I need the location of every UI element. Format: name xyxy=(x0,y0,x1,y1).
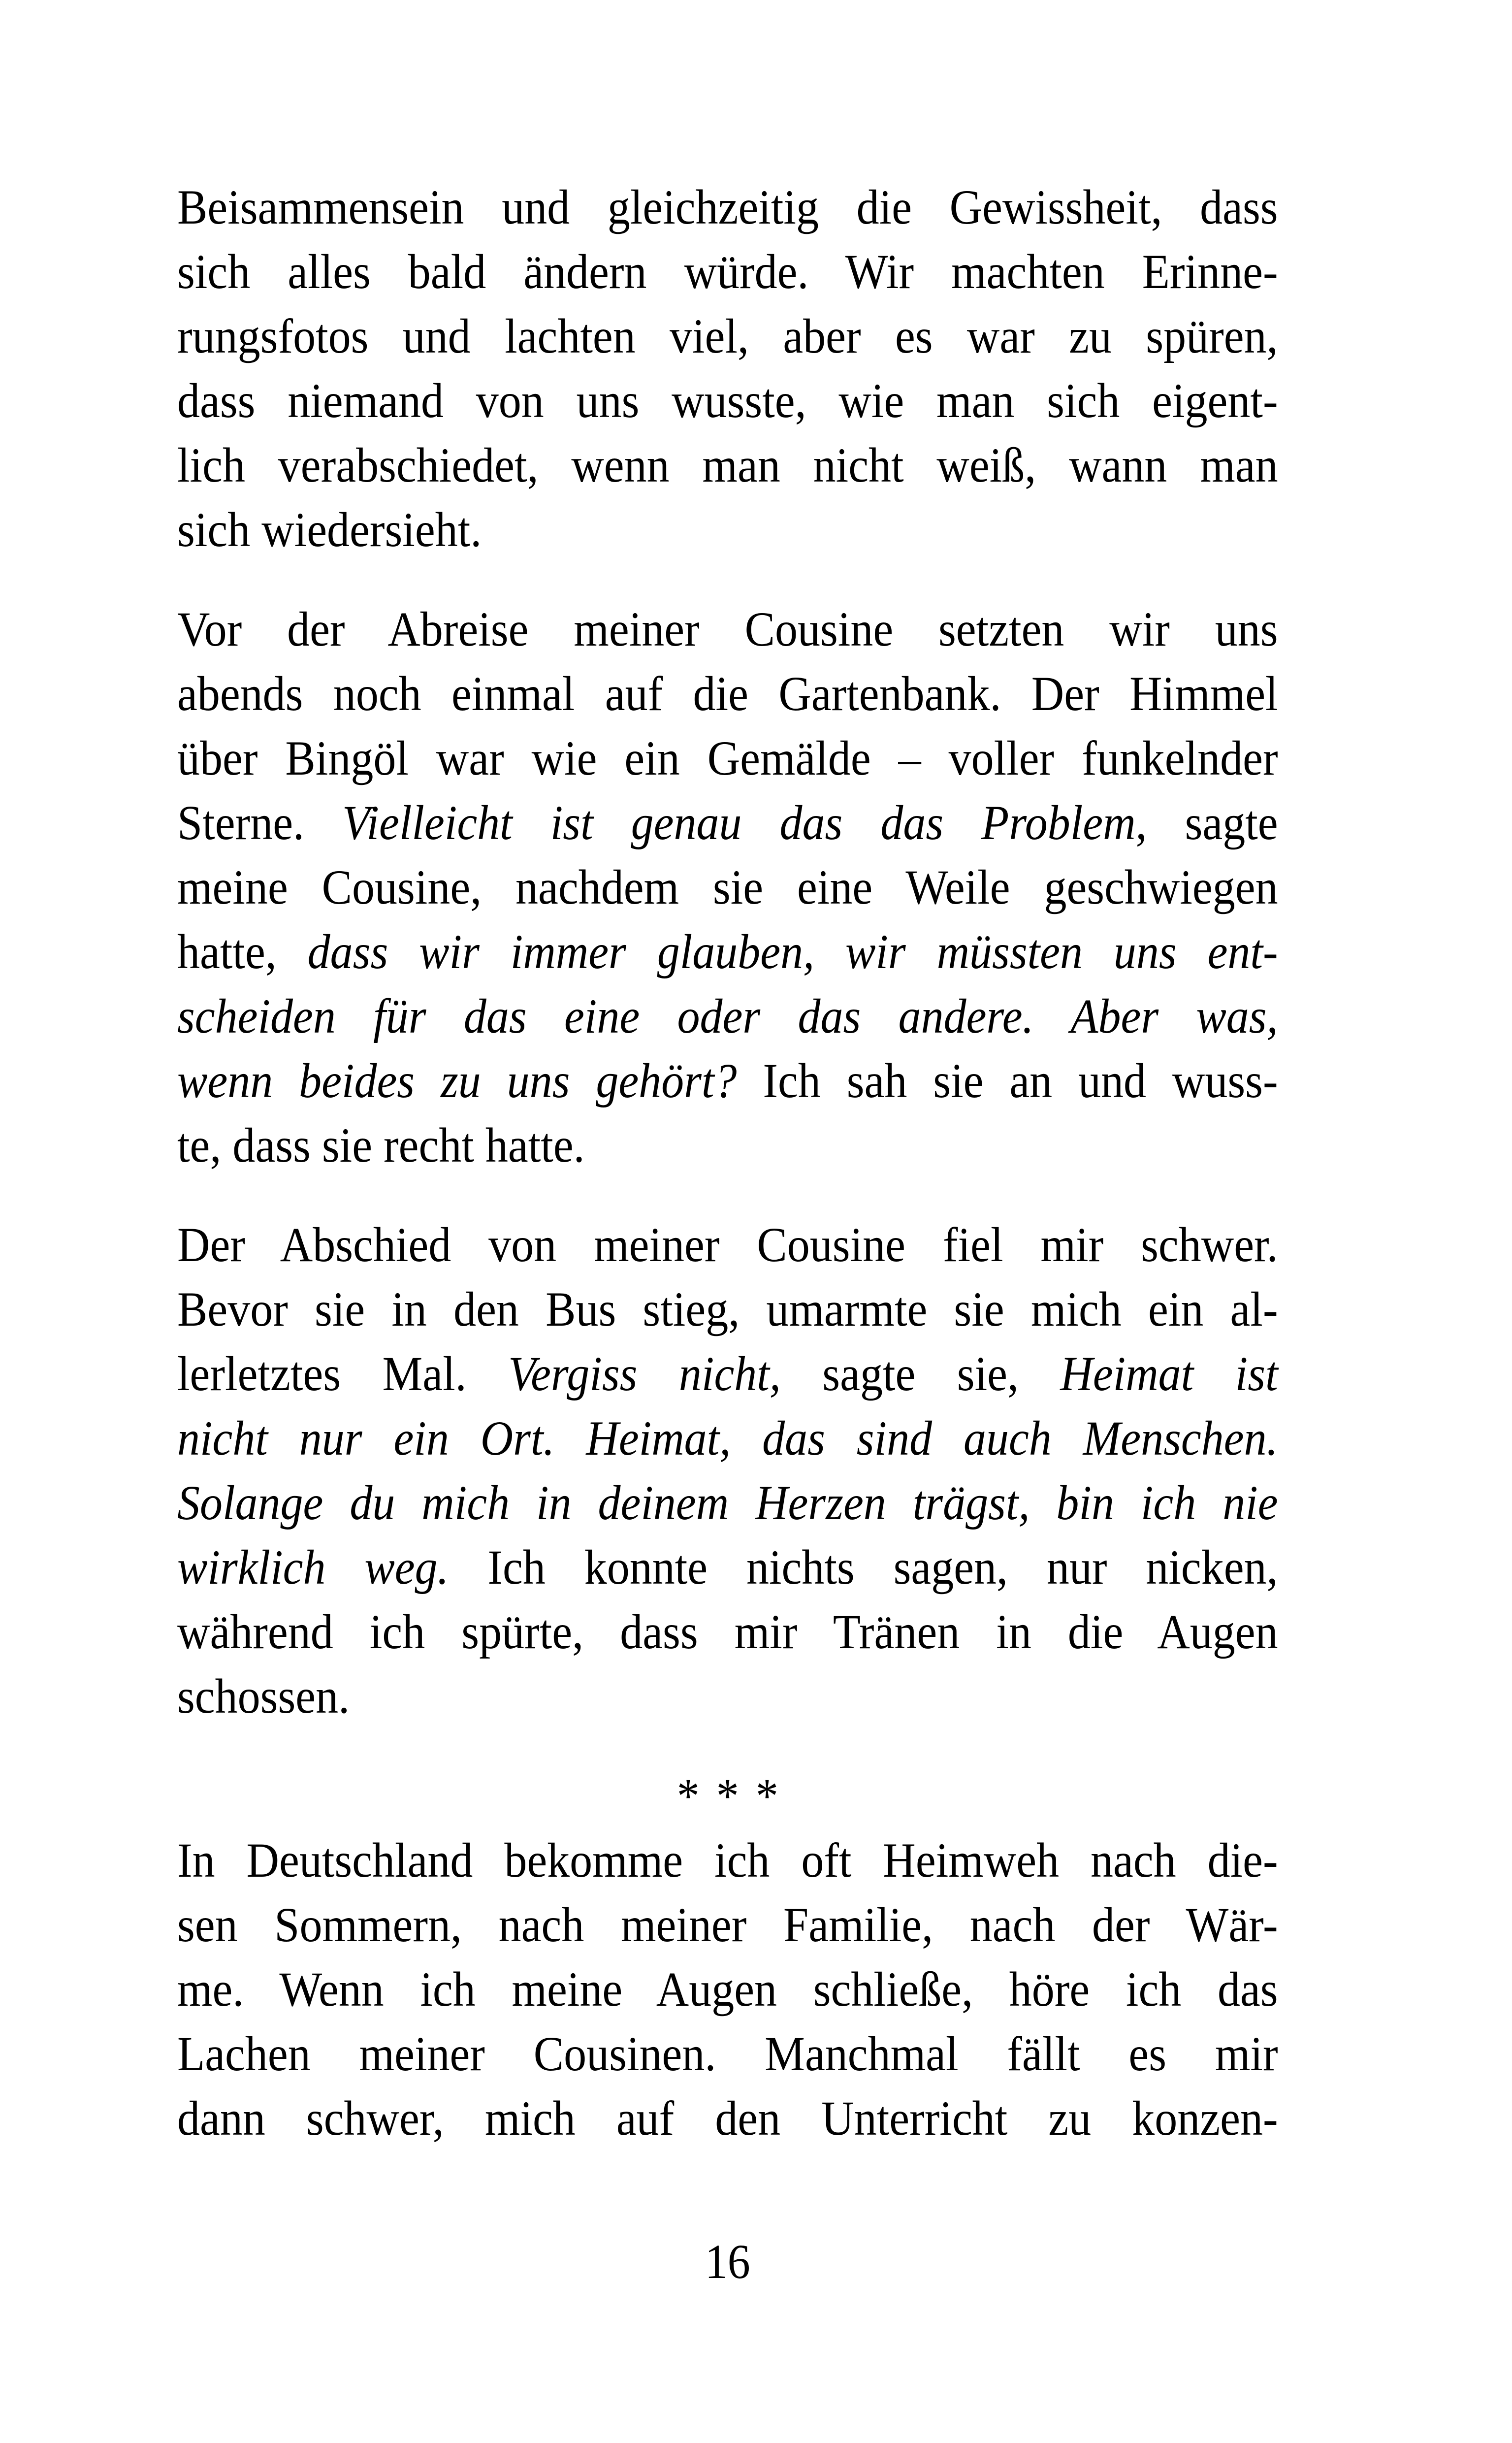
text-line xyxy=(177,433,1278,497)
text-line xyxy=(177,984,1278,1048)
text-line xyxy=(177,1113,1278,1177)
text-segment: dass niemand von uns wusste, wie man sich eigent- xyxy=(177,373,1278,428)
paragraphs-top xyxy=(177,175,1278,1728)
text-line xyxy=(177,1599,1278,1664)
italic-text-segment: Solange du mich in deinem Herzen trägst, bin ich nie xyxy=(177,1475,1278,1530)
paragraph xyxy=(177,175,1278,562)
italic-text-segment: wenn beides zu uns gehört? xyxy=(177,1053,737,1108)
text-line xyxy=(177,2021,1278,2086)
text-segment: schossen. xyxy=(177,1669,350,1724)
text-line xyxy=(177,1892,1278,1957)
text-line xyxy=(177,239,1278,304)
italic-text-segment: wirklich weg. xyxy=(177,1540,449,1595)
text-line xyxy=(177,1406,1278,1470)
text-line xyxy=(177,2086,1278,2150)
text-segment: Sterne. xyxy=(177,795,343,850)
text-segment: Ich sah sie an und wuss- xyxy=(737,1053,1278,1108)
text-line xyxy=(177,1535,1278,1599)
text-line xyxy=(177,790,1278,855)
text-segment: sich alles bald ändern würde. Wir machten Erinne- xyxy=(177,244,1278,299)
text-segment: sagte sie, xyxy=(780,1346,1061,1401)
text-segment: während ich spürte, dass mir Tränen in die Augen xyxy=(177,1604,1278,1659)
text-segment: rungsfotos und lachten viel, aber es war zu spüren, xyxy=(177,309,1278,363)
text-line xyxy=(177,661,1278,726)
italic-text-segment: scheiden für das eine oder das andere. Aber was, xyxy=(177,989,1278,1043)
italic-text-segment: Heimat ist xyxy=(1060,1346,1278,1401)
text-segment: Ich konnte nichts sagen, nur nicken, xyxy=(449,1540,1278,1595)
text-line xyxy=(177,497,1278,562)
italic-text-segment: Vergiss nicht, xyxy=(508,1346,781,1401)
text-segment: Bevor sie in den Bus stieg, umarmte sie mich ein al- xyxy=(177,1282,1278,1336)
text-segment: dann schwer, mich auf den Unterricht zu konzen- xyxy=(177,2091,1278,2146)
text-line xyxy=(177,1341,1278,1406)
text-line xyxy=(177,1048,1278,1113)
text-segment: Lachen meiner Cousinen. Manchmal fällt es mir xyxy=(177,2026,1278,2081)
text-line xyxy=(177,1470,1278,1535)
text-column xyxy=(177,175,1278,2294)
text-line xyxy=(177,304,1278,368)
text-segment: Der Abschied von meiner Cousine fiel mir schwer. xyxy=(177,1217,1278,1272)
text-segment: abends noch einmal auf die Gartenbank. Der Himmel xyxy=(177,666,1278,721)
italic-text-segment: dass wir immer glauben, wir müssten uns ent- xyxy=(307,924,1278,979)
text-segment: te, dass sie recht hatte. xyxy=(177,1118,585,1173)
text-line xyxy=(177,368,1278,433)
paragraph xyxy=(177,1212,1278,1728)
text-segment: sen Sommern, nach meiner Familie, nach der Wär- xyxy=(177,1897,1278,1952)
text-segment: lerletztes Mal. xyxy=(177,1346,509,1401)
text-segment: sich wiedersieht. xyxy=(177,502,482,557)
text-segment: lich verabschiedet, wenn man nicht weiß, wann man xyxy=(177,438,1278,492)
text-line xyxy=(177,1664,1278,1728)
text-line xyxy=(177,1957,1278,2021)
italic-text-segment: nicht nur ein Ort. Heimat, das sind auch Menschen. xyxy=(177,1411,1278,1466)
text-segment: In Deutschland bekomme ich oft Heimweh nach die- xyxy=(177,1833,1278,1888)
section-separator: * * * xyxy=(676,1768,778,1823)
text-line xyxy=(177,1828,1278,1892)
text-segment: meine Cousine, nachdem sie eine Weile geschwiegen xyxy=(177,860,1278,914)
text-segment: , sagte xyxy=(1135,795,1278,850)
paragraph xyxy=(177,597,1278,1177)
italic-text-segment: Vielleicht ist genau das das Problem xyxy=(342,795,1136,850)
paragraphs-bottom xyxy=(177,1828,1278,2150)
text-segment: me. Wenn ich meine Augen schließe, höre ich das xyxy=(177,1962,1278,2017)
text-line xyxy=(177,597,1278,661)
paragraph xyxy=(177,1828,1278,2150)
text-line xyxy=(177,919,1278,984)
text-segment: Beisammensein und gleichzeitig die Gewissheit, dass xyxy=(177,180,1278,234)
text-segment: über Bingöl war wie ein Gemälde – voller funkelnder xyxy=(177,731,1278,785)
text-line xyxy=(177,1277,1278,1341)
text-line xyxy=(177,855,1278,919)
page-number: 16 xyxy=(705,2234,750,2289)
text-line xyxy=(177,726,1278,790)
text-line xyxy=(177,175,1278,239)
text-segment: hatte, xyxy=(177,924,308,979)
text-segment: Vor der Abreise meiner Cousine setzten wir uns xyxy=(177,602,1278,656)
text-line xyxy=(177,1212,1278,1277)
